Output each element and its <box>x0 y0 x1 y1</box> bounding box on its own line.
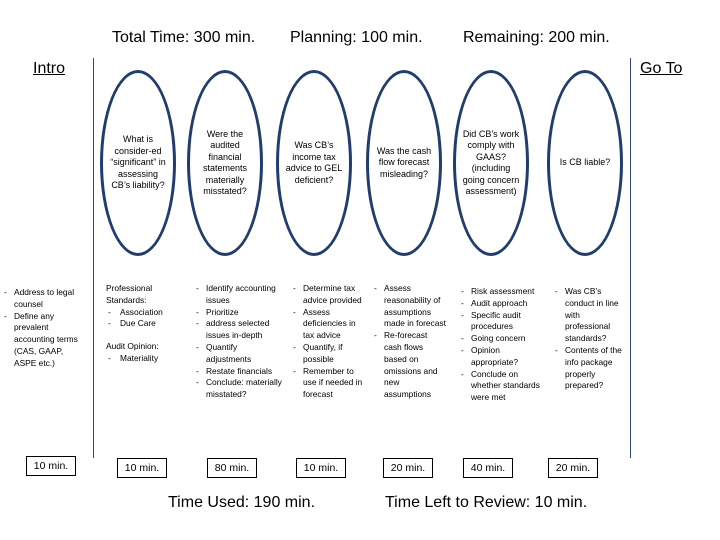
goto-link[interactable]: Go To <box>640 60 683 77</box>
column-6-notes <box>553 286 623 392</box>
time-left-label: Time Left to Review: 10 min. <box>385 494 588 511</box>
q6-time-box: 20 min. <box>548 458 598 478</box>
question-3-text: Was CB’s income tax advice to GEL deficient? <box>285 140 343 185</box>
question-1-text: What is consider-ed “significant” in assessing CB’s liability? <box>110 134 166 191</box>
question-6-text: Is CB liable? <box>559 157 611 168</box>
question-2-text: Were the audited financial statements materially misstated? <box>202 128 248 196</box>
list-item: - Re-forecast cash flows based on omissions and new assumptions <box>372 330 446 401</box>
time-used-label: Time Used: 190 min. <box>168 494 316 511</box>
q1-time-box: 10 min. <box>117 458 167 478</box>
list-item: - Association <box>106 307 186 319</box>
list-item: - Contents of the info package properly prepared? <box>553 345 623 392</box>
list-item: - Audit approach <box>459 298 543 310</box>
list-item: - Address to legal counsel <box>2 287 84 311</box>
q4-time-box: 20 min. <box>383 458 433 478</box>
column-5-notes <box>459 286 543 404</box>
question-oval-1[interactable] <box>100 70 176 256</box>
column-2-notes <box>194 283 282 401</box>
column-4-notes <box>372 283 446 401</box>
list-item: - Was CB’s conduct in line with professional standards? <box>553 286 623 345</box>
q2-time-box: 80 min. <box>207 458 257 478</box>
list-item: - Specific audit procedures <box>459 310 543 334</box>
list-item: - Restate financials <box>194 366 282 378</box>
list-item: - Conclude: materially misstated? <box>194 377 282 401</box>
remaining-time-label: Remaining: 200 min. <box>463 29 610 46</box>
list-item: - Determine tax advice provided <box>291 283 363 307</box>
column-3-notes <box>291 283 363 401</box>
q3-time-box: 10 min. <box>296 458 346 478</box>
planning-time-label: Planning: 100 min. <box>290 29 423 46</box>
list-item: - Assess deficiencies in tax advice <box>291 307 363 342</box>
list-item: - Materiality <box>106 353 186 365</box>
question-4-text: Was the cash flow forecast misleading? <box>376 145 432 179</box>
column-1-notes <box>106 283 186 365</box>
question-oval-4[interactable] <box>366 70 442 256</box>
question-oval-6[interactable] <box>547 70 623 256</box>
question-oval-5[interactable] <box>453 70 529 256</box>
list-item: - Quantify adjustments <box>194 342 282 366</box>
left-divider <box>93 58 94 458</box>
total-time-label: Total Time: 300 min. <box>112 29 256 46</box>
list-item: - Conclude on whether standards were met <box>459 369 543 404</box>
list-item: - Assess reasonability of assumptions made in forecast <box>372 283 446 330</box>
question-5-text: Did CB’s work comply with GAAS? (including going concern assessment) <box>462 128 520 196</box>
opinion-heading: Audit Opinion: <box>106 341 159 352</box>
list-item: - Remember to use if needed in forecast <box>291 366 363 401</box>
list-item: - address selected issues in-depth <box>194 318 282 342</box>
list-item: - Define any prevalent accounting terms (CAS, GAAP, ASPE etc.) <box>2 311 84 370</box>
q5-time-box: 40 min. <box>463 458 513 478</box>
list-item: - Identify accounting issues <box>194 283 282 307</box>
intro-notes <box>2 287 84 370</box>
question-oval-2[interactable] <box>187 70 263 256</box>
intro-link[interactable]: Intro <box>33 60 66 77</box>
list-item: - Due Care <box>106 318 186 330</box>
list-item: - Opinion appropriate? <box>459 345 543 369</box>
intro-time-box: 10 min. <box>26 456 76 476</box>
list-item: - Going concern <box>459 333 543 345</box>
standards-heading: Professional Standards: <box>106 283 153 305</box>
list-item: - Risk assessment <box>459 286 543 298</box>
list-item: - Quantify, if possible <box>291 342 363 366</box>
question-oval-3[interactable] <box>276 70 352 256</box>
list-item: - Prioritize <box>194 307 282 319</box>
right-divider <box>630 58 631 458</box>
